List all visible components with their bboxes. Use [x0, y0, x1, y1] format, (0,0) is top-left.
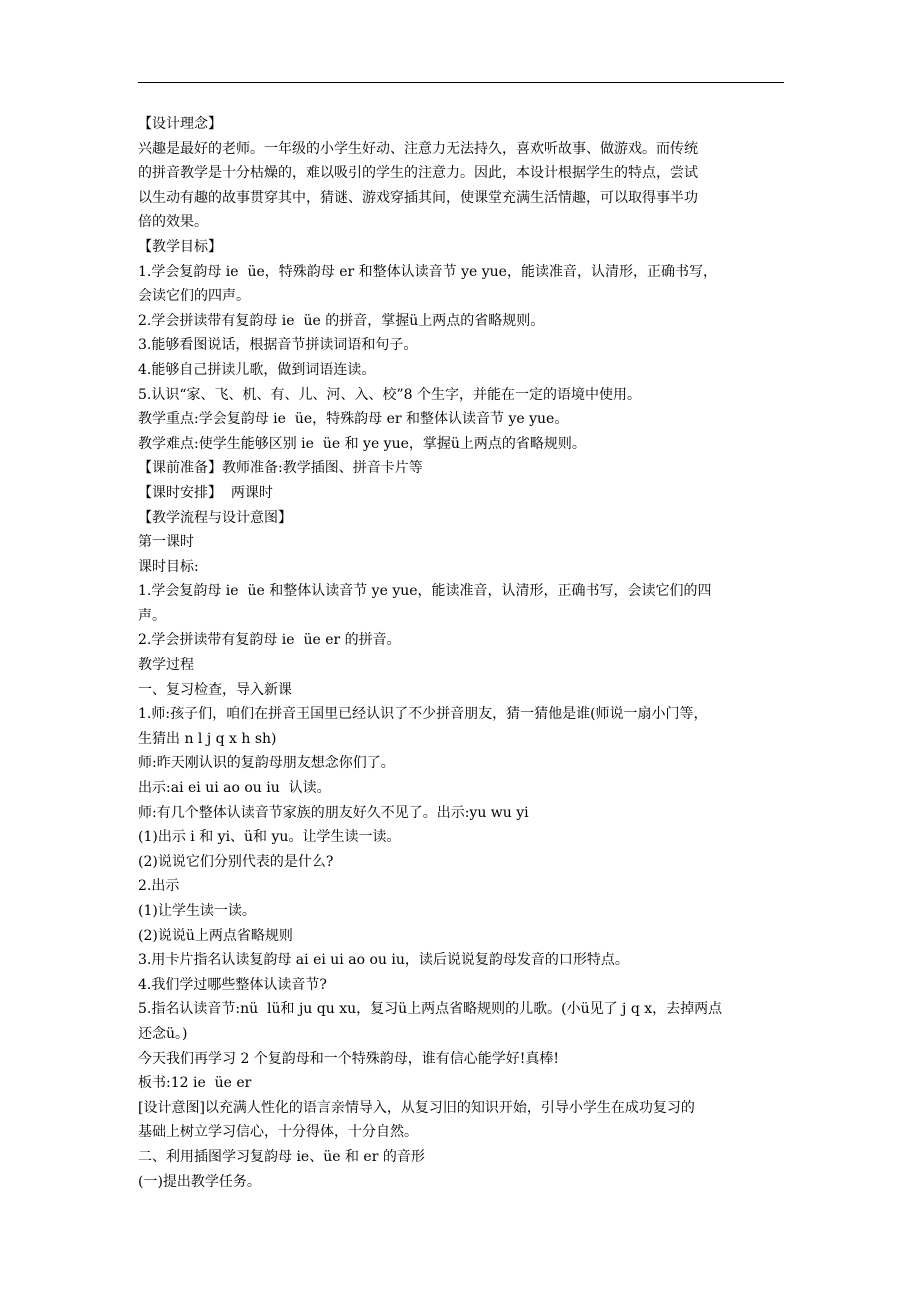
text-line: 2.学会拼读带有复韵母 ie üe 的拼音，掌握ü上两点的省略规则。	[138, 312, 545, 329]
document-body	[138, 112, 798, 1194]
text-line: 二、利用插图学习复韵母 ie、üe 和 er 的音形	[138, 1148, 425, 1165]
text-line: (2)说说ü上两点省略规则	[138, 927, 293, 944]
text-line: 以生动有趣的故事贯穿其中，猜谜、游戏穿插其间，使课堂充满生活情趣，可以取得事半功	[138, 189, 698, 206]
text-line: 出示:ai ei ui ao ou iu 认读。	[138, 780, 331, 797]
text-line: 1.学会复韵母 ie üe，特殊韵母 er 和整体认读音节 ye yue，能读准音，认清形，正确书写，	[138, 263, 717, 280]
text-line: 4.能够自己拼读儿歌，做到词语连读。	[138, 361, 376, 378]
text-line: 5.认识“家、飞、机、有、儿、河、入、校”8 个生字，并能在一定的语境中使用。	[138, 386, 642, 403]
text-line: 1.师:孩子们，咱们在拼音王国里已经认识了不少拼音朋友，猜一猜他是谁(师说一扇小门等，	[138, 706, 708, 723]
text-line: 师:有几个整体认读音节家族的朋友好久不见了。出示:yu wu yi	[138, 804, 529, 821]
text-line: 板书:12 ie üe er	[138, 1075, 252, 1092]
text-line: [设计意图]以充满人性化的语言亲情导入，从复习旧的知识开始，引导小学生在成功复习的	[138, 1099, 695, 1116]
text-line: 的拼音教学是十分枯燥的，难以吸引的学生的注意力。因此，本设计根据学生的特点，尝试	[138, 165, 698, 182]
text-line: 2.学会拼读带有复韵母 ie üe er 的拼音。	[138, 632, 401, 649]
text-line: 课时目标:	[138, 558, 199, 575]
text-line: 生猜出 n l j q x h sh)	[138, 730, 277, 747]
text-line: 还念ü。)	[138, 1025, 188, 1042]
text-line: (1)让学生读一读。	[138, 903, 256, 919]
text-line: 教学重点:学会复韵母 ie üe，特殊韵母 er 和整体认读音节 ye yue。	[138, 411, 569, 428]
text-line: 第一课时	[138, 534, 194, 551]
text-line: 【教学流程与设计意图】	[138, 509, 292, 526]
text-line: 1.学会复韵母 ie üe 和整体认读音节 ye yue，能读准音，认清形，正确书写，会读它们的四	[138, 583, 712, 600]
text-line: 【设计理念】	[138, 116, 222, 132]
text-line: 兴趣是最好的老师。一年级的小学生好动、注意力无法持久，喜欢听故事、做游戏。而传统	[138, 140, 698, 157]
text-line: (2)说说它们分别代表的是什么?	[138, 853, 334, 870]
text-line: 【课时安排】 两课时	[138, 484, 273, 501]
text-line: 【课前准备】教师准备:教学插图、拼音卡片等	[138, 460, 423, 477]
header-rule	[138, 82, 784, 83]
text-line: 一、复习检查，导入新课	[138, 681, 292, 698]
text-line: 基础上树立学习信心，十分得体，十分自然。	[138, 1124, 418, 1141]
text-line: 教学难点:使学生能够区别 ie üe 和 ye yue，掌握ü上两点的省略规则。	[138, 435, 586, 452]
text-line: 3.能够看图说话，根据音节拼读词语和句子。	[138, 337, 418, 354]
text-line: 4.我们学过哪些整体认读音节?	[138, 976, 327, 993]
text-line: 声。	[138, 607, 166, 624]
text-line: 5.指名认读音节:nü lü和 ju qu xu，复习ü上两点省略规则的儿歌。(小ü见了 j q x，去掉两点	[138, 1001, 723, 1018]
text-line: 倍的效果。	[138, 214, 208, 231]
text-line: 【教学目标】	[138, 238, 222, 255]
text-line: 2.出示	[138, 878, 180, 895]
text-line: (一)提出教学任务。	[138, 1173, 261, 1190]
text-line: (1)出示 i 和 yi、ü和 yu。让学生读一读。	[138, 829, 401, 846]
text-line: 今天我们再学习 2 个复韵母和一个特殊韵母，谁有信心能学好!真棒!	[138, 1050, 560, 1067]
text-line: 会读它们的四声。	[138, 288, 250, 305]
text-line: 3.用卡片指名认读复韵母 ai ei ui ao ou iu，读后说说复韵母发音的口形特点。	[138, 952, 629, 969]
text-line: 教学过程	[138, 657, 194, 674]
text-line: 师:昨天刚认识的复韵母朋友想念你们了。	[138, 755, 395, 772]
